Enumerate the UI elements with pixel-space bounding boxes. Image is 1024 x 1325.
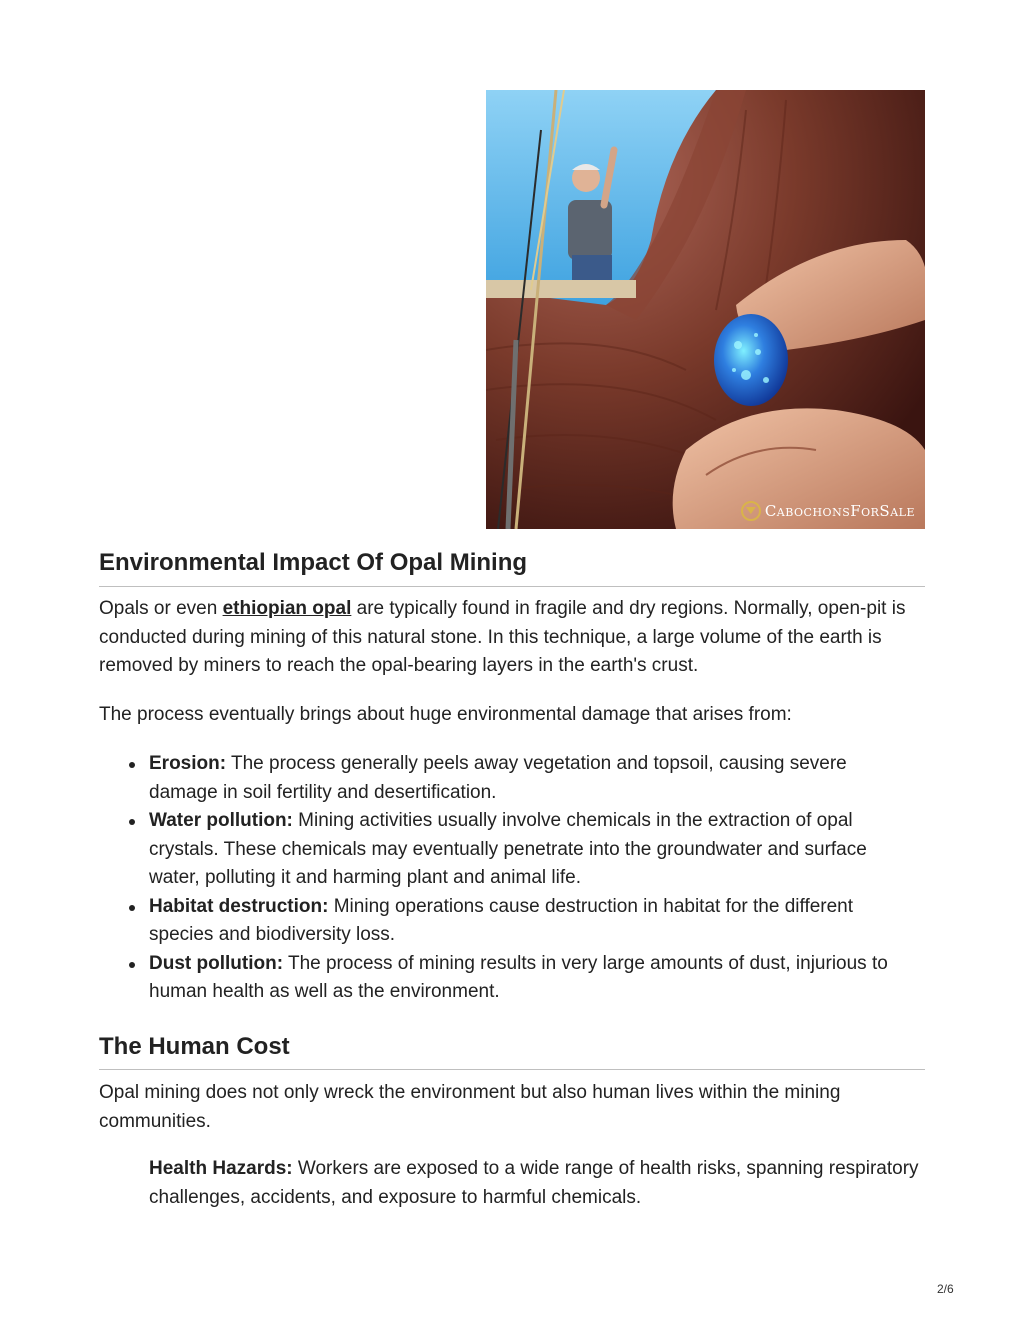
list-item: [149, 807, 919, 893]
ethiopian-opal-link[interactable]: ethiopian opal: [222, 598, 352, 619]
list-item-term: Habitat destruction:: [149, 895, 329, 917]
list-item-text: The process generally peels away vegetation and topsoil, causing severe damage in soil fertility and desertification.: [149, 753, 847, 803]
list-item: [149, 750, 919, 807]
opal-mine-photo: [486, 90, 925, 529]
list-item-text: The process of mining results in very large amounts of dust, injurious to human health as well as the environment.: [149, 952, 888, 1002]
human-cost-paragraph: Opal mining does not only wreck the environment but also human lives within the mining communities.: [99, 1082, 841, 1132]
list-item-term: Water pollution:: [149, 810, 293, 831]
damage-list: [149, 750, 919, 1007]
list-item-text: Mining operations cause destruction in habitat for the different species and biodiversity loss.: [149, 895, 854, 945]
list-item-term: Dust pollution:: [149, 952, 284, 974]
opal-gem: [714, 314, 788, 406]
health-hazards-paragraph: [149, 1155, 919, 1212]
list-item: [149, 950, 919, 1007]
intro-paragraph: [99, 595, 919, 681]
diamond-logo-icon: [741, 501, 761, 521]
damage-paragraph: The process eventually brings about huge environmental damage that arises from:: [99, 704, 792, 725]
list-item: [149, 893, 919, 950]
intro-text-start: Opals or even: [99, 598, 223, 619]
section-heading-human-cost: The Human Cost: [99, 1033, 290, 1060]
list-item-text: Mining activities usually involve chemicals in the extraction of opal crystals. These chemicals may eventually penetrate into the groundwater and surface water, polluting it and harming plant and animal life.: [149, 810, 867, 888]
logo-text: CabochonsForSale: [764, 502, 915, 520]
list-item-term: Erosion:: [149, 753, 227, 774]
health-hazards-text: Workers are exposed to a wide range of health risks, spanning respiratory challenges, accidents, and exposure to harmful chemicals.: [149, 1158, 919, 1208]
watermark-logo: [741, 501, 915, 521]
mine-shaft-illustration: [486, 90, 925, 529]
section-heading-environmental: Environmental Impact Of Opal Mining: [99, 549, 528, 576]
heading-divider: [99, 1069, 925, 1070]
heading-divider: [99, 586, 925, 587]
intro-text-end: are typically found in fragile and dry regions. Normally, open-pit is conducted during mining of this natural stone. In this technique, a large volume of the earth is removed by miners to reach the opal-bearing layers in the earth's crust.: [99, 598, 906, 676]
health-hazards-term: Health Hazards:: [149, 1158, 293, 1179]
page-number: 2/6: [937, 1282, 954, 1296]
